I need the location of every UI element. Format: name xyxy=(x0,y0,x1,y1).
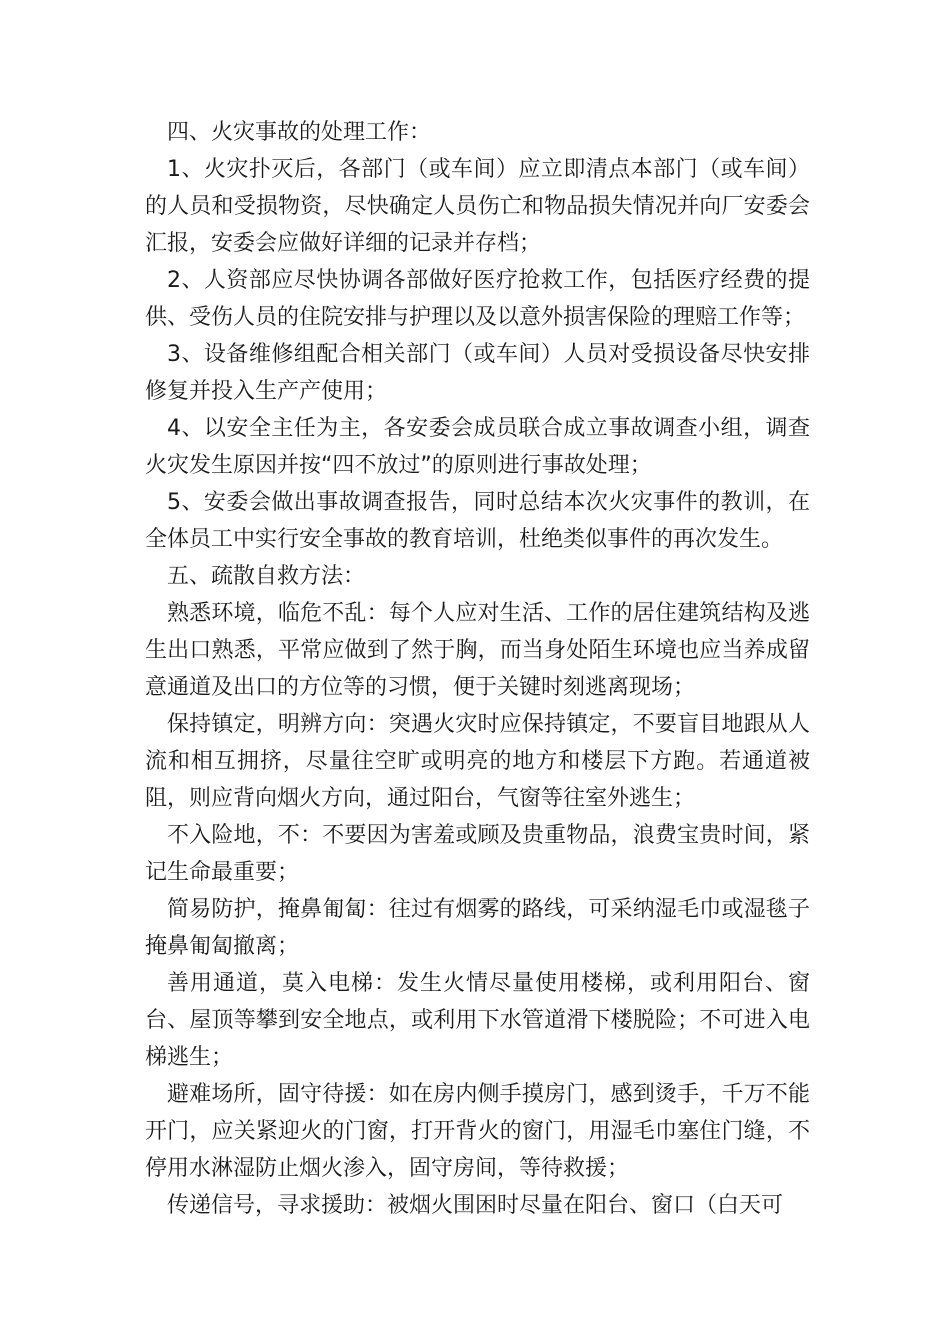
section-heading-evacuation: 五、疏散自救方法： xyxy=(167,564,366,589)
paragraph-simple-protection: 简易防护，掩鼻匍匐：往过有烟雾的路线，可采纳湿毛巾或湿毯子掩鼻匍匐撤离； xyxy=(145,897,810,959)
document-body xyxy=(145,114,810,1224)
paragraph-stay-calm: 保持镇定，明辨方向：突遇火灾时应保持镇定，不要盲目地跟从人流和相互拥挤，尽量往空旷或明亮的地方和楼层下方跑。若通道被阻，则应背向烟火方向，通过阳台，气窗等往室外逃生； xyxy=(145,712,810,811)
paragraph-item-4: 4、以安全主任为主，各安委会成员联合成立事故调查小组，调查火灾发生原因并按“四不放过”的原则进行事故处理； xyxy=(145,416,810,478)
paragraph-know-environment: 熟悉环境，临危不乱：每个人应对生活、工作的居住建筑结构及逃生出口熟悉，平常应做到了然于胸，而当身处陌生环境也应当养成留意通道及出口的方位等的习惯，便于关键时刻逃离现场； xyxy=(145,601,810,700)
paragraph-shelter-in-place: 避难场所，固守待援：如在房内侧手摸房门，感到烫手，千万不能开门，应关紧迎火的门窗，打开背火的窗门，用湿毛巾塞住门缝，不停用水淋湿防止烟火渗入，固守房间，等待救援； xyxy=(145,1082,810,1181)
paragraph-use-stairs: 善用通道，莫入电梯：发生火情尽量使用楼梯，或利用阳台、窗台、屋顶等攀到安全地点，或利用下水管道滑下楼脱险；不可进入电梯逃生； xyxy=(145,971,810,1070)
paragraph-item-2: 2、人资部应尽快协调各部做好医疗抢救工作，包括医疗经费的提供、受伤人员的住院安排与护理以及以意外损害保险的理赔工作等； xyxy=(145,268,810,330)
paragraph-send-signal: 传递信号，寻求援助：被烟火围困时尽量在阳台、窗口（白天可 xyxy=(167,1193,784,1218)
paragraph-item-5: 5、安委会做出事故调查报告，同时总结本次火灾事件的教训，在全体员工中实行安全事故的教育培训，杜绝类似事件的再次发生。 xyxy=(145,490,810,552)
paragraph-item-1: 1、火灾扑灭后，各部门（或车间）应立即清点本部门（或车间）的人员和受损物资，尽快确定人员伤亡和物品损失情况并向厂安委会汇报，安委会应做好详细的记录并存档； xyxy=(145,157,810,256)
section-heading-fire-handling: 四、火灾事故的处理工作： xyxy=(167,120,432,145)
paragraph-avoid-danger: 不入险地，不：不要因为害羞或顾及贵重物品，浪费宝贵时间，紧记生命最重要； xyxy=(145,823,810,885)
paragraph-item-3: 3、设备维修组配合相关部门（或车间）人员对受损设备尽快安排修复并投入生产产使用； xyxy=(145,342,810,404)
